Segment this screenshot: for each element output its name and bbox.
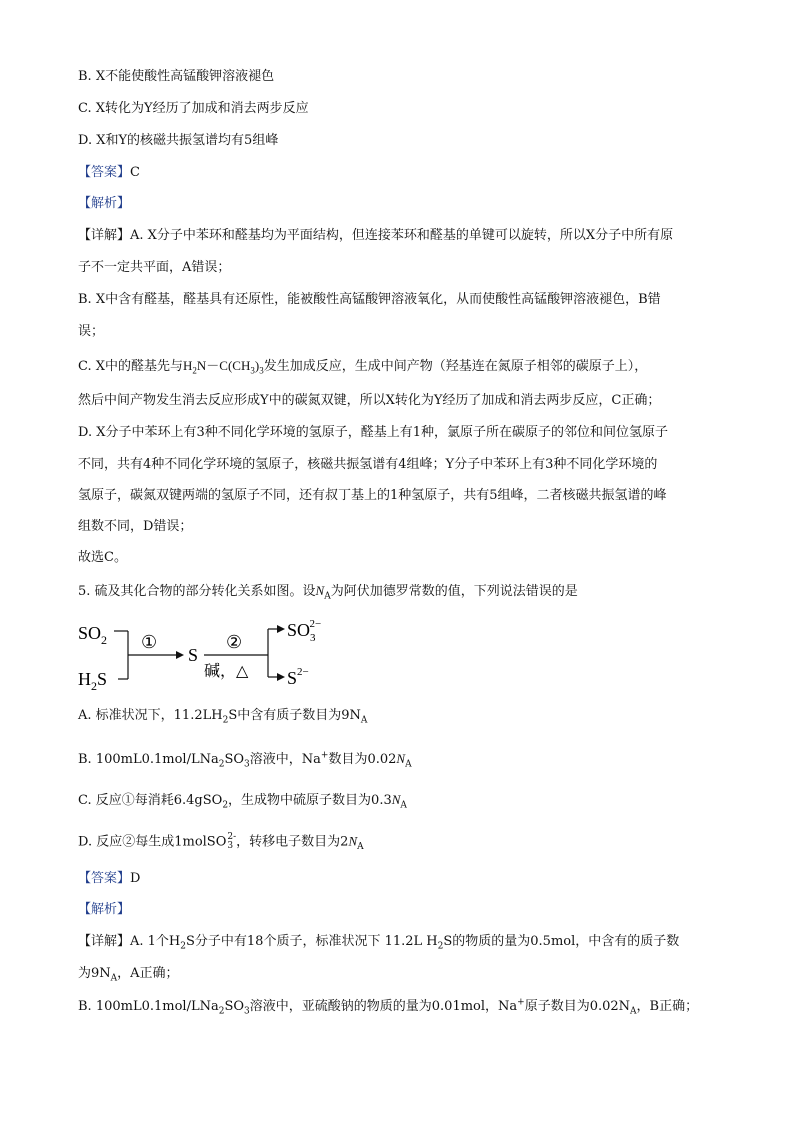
answer-label: 【答案】 — [78, 871, 131, 886]
subscript: 3 — [259, 365, 264, 376]
formula-tbutylamine — [183, 358, 264, 376]
text: SO — [224, 999, 245, 1014]
q5-option-c — [78, 792, 407, 809]
q4-detail-c-line — [78, 358, 647, 375]
superscript: + — [320, 750, 329, 761]
subscript: 2 — [192, 365, 197, 376]
subscript: 3 — [227, 841, 234, 851]
h2s-label: $H_2S$ — [78, 669, 108, 692]
subscript: A — [360, 715, 368, 726]
subscript: A — [405, 759, 412, 770]
q5-option-d — [78, 833, 364, 851]
subscript: A — [630, 1006, 637, 1017]
q5-detail-b — [78, 999, 698, 1015]
subscript: 2 — [218, 1006, 225, 1017]
condition-label: 碱，△ — [204, 663, 249, 680]
text: 溶液中，Na — [249, 752, 321, 767]
subscript: A — [110, 973, 118, 984]
answer-value: D — [130, 871, 141, 886]
superscript: 2- — [227, 832, 237, 842]
text: S的物质的量为0.5mol，中含有的质子数 — [443, 934, 680, 949]
sulfite-label: $SO_32-$ — [287, 618, 322, 644]
text: D. 反应②每生成1molSO — [78, 834, 227, 850]
subscript: A — [357, 842, 364, 853]
subscript: 3 — [244, 759, 250, 770]
subscript: 2 — [218, 759, 225, 770]
symbol-NA: N — [391, 792, 401, 807]
subscript: 2 — [222, 715, 229, 726]
q4-detail-line: B. X中含有醛基，醛基具有还原性，能被酸性高锰酸钾溶液氧化，从而使酸性高锰酸钾溶液褪色，B错 — [78, 292, 661, 307]
text: ，A正确； — [117, 966, 179, 981]
text: S中含有质子数目为9N — [228, 708, 361, 723]
so2-label: $SO_2$ — [78, 623, 108, 647]
q4-detail-line: 然后中间产物发生消去反应形成Y中的碳氮双键，所以X转化为Y经历了加成和消去两步反应，C正确； — [78, 393, 661, 408]
arrow-1-head — [176, 651, 184, 659]
text: 数目为0.02 — [328, 752, 397, 767]
q4-option-b: B. X不能使酸性高锰酸钾溶液褪色 — [78, 69, 275, 84]
text: A. 标准状况下，11.2LH — [78, 708, 223, 723]
text: C. 反应①每消耗6.4gSO — [78, 793, 223, 808]
q4-detail-line: 子不一定共平面，A错误； — [78, 260, 231, 275]
text: B. 100mL0.1mol/LNa — [78, 999, 219, 1014]
text: 原子数目为0.02N — [524, 999, 631, 1014]
q4-detail-line: 误； — [78, 324, 105, 339]
subscript: 2 — [222, 800, 229, 811]
subscript: A — [400, 800, 407, 811]
q5-analysis-label — [78, 902, 130, 918]
subscript: 2 — [180, 941, 186, 952]
q5-detail-a2 — [78, 966, 179, 982]
superscript: + — [517, 997, 525, 1008]
q4-answer — [78, 165, 140, 181]
text: ，B正确； — [636, 999, 699, 1014]
q4-detail-line: 氢原子，碳氮双键两端的氢原子不同，还有叔丁基上的1种氢原子，共有5组峰，二者核磁共振氢谱的峰 — [78, 488, 667, 503]
s-label: S — [188, 645, 199, 665]
text: 5. 硫及其化合物的部分转化关系如图。设 — [78, 584, 316, 599]
subscript: 3 — [250, 365, 255, 376]
text: 溶液中，亚硫酸钠的物质的量为0.01mol，Na — [249, 999, 518, 1014]
q5-option-a — [78, 708, 367, 724]
text: C. X中的醛基先与 — [78, 359, 184, 374]
text: N－C(CH — [196, 358, 251, 373]
sulfide-label: $S^{2-}$ — [287, 666, 309, 688]
q4-option-d: D. X和Y的核磁共振氢谱均有5组峰 — [78, 133, 279, 148]
q5-detail-a — [78, 934, 679, 950]
text: B. 100mL0.1mol/LNa — [78, 752, 219, 767]
q4-analysis-label — [78, 196, 130, 212]
analysis-label: 【解析】 — [78, 196, 131, 211]
q5-option-b — [78, 751, 412, 768]
text: ) — [254, 358, 260, 373]
step-1-label: ① — [141, 632, 158, 652]
answer-value: C — [130, 165, 140, 180]
q4-detail-line: D. X分子中苯环上有3种不同化学环境的氢原子，醛基上有1种，氯原子所在碳原子的邻位和间位氢原子 — [78, 425, 669, 440]
text: 为9N — [78, 966, 111, 981]
q4-detail-line: 不同，共有4种不同化学环境的氢原子，核磁共振氢谱有4组峰；Y分子中苯环上有3种不同化学环境的 — [78, 457, 658, 472]
sulfur-conversion-diagram — [78, 617, 338, 692]
text: 【详解】A. 1个H — [78, 934, 181, 949]
branch-top-head — [277, 625, 285, 633]
branch-bottom-head — [277, 673, 285, 681]
text: ，转移电子数目为2 — [236, 834, 349, 850]
symbol-NA: N — [348, 833, 358, 849]
text: 为阿伏加德罗常数的值，下列说法错误的是 — [330, 584, 578, 599]
symbol-NA: N — [396, 751, 406, 766]
q5-stem — [78, 583, 578, 600]
answer-label: 【答案】 — [78, 165, 131, 180]
step-2-label: ② — [226, 632, 243, 652]
charge-stack — [227, 833, 236, 851]
symbol-NA: N — [315, 583, 325, 598]
q5-answer — [78, 871, 140, 887]
analysis-label: 【解析】 — [78, 902, 131, 917]
text: S分子中有18个质子，标准状况下 11.2L H — [186, 934, 438, 949]
q4-detail-line: 故选C。 — [78, 550, 127, 565]
subscript: 2 — [437, 941, 444, 952]
q4-option-c: C. X转化为Y经历了加成和消去两步反应 — [78, 101, 309, 116]
subscript: A — [324, 591, 331, 602]
q4-detail-line: 【详解】A. X分子中苯环和醛基均为平面结构，但连接苯环和醛基的单键可以旋转，所以X分子中所有原 — [78, 228, 674, 243]
text: SO — [224, 752, 245, 767]
subscript: 3 — [244, 1006, 250, 1017]
text: 发生加成反应，生成中间产物（羟基连在氮原子相邻的碳原子上）， — [263, 359, 648, 374]
text: H — [183, 358, 193, 373]
q4-detail-line: 组数不同，D错误； — [78, 519, 193, 534]
text: ，生成物中硫原子数目为0.3 — [228, 793, 392, 808]
